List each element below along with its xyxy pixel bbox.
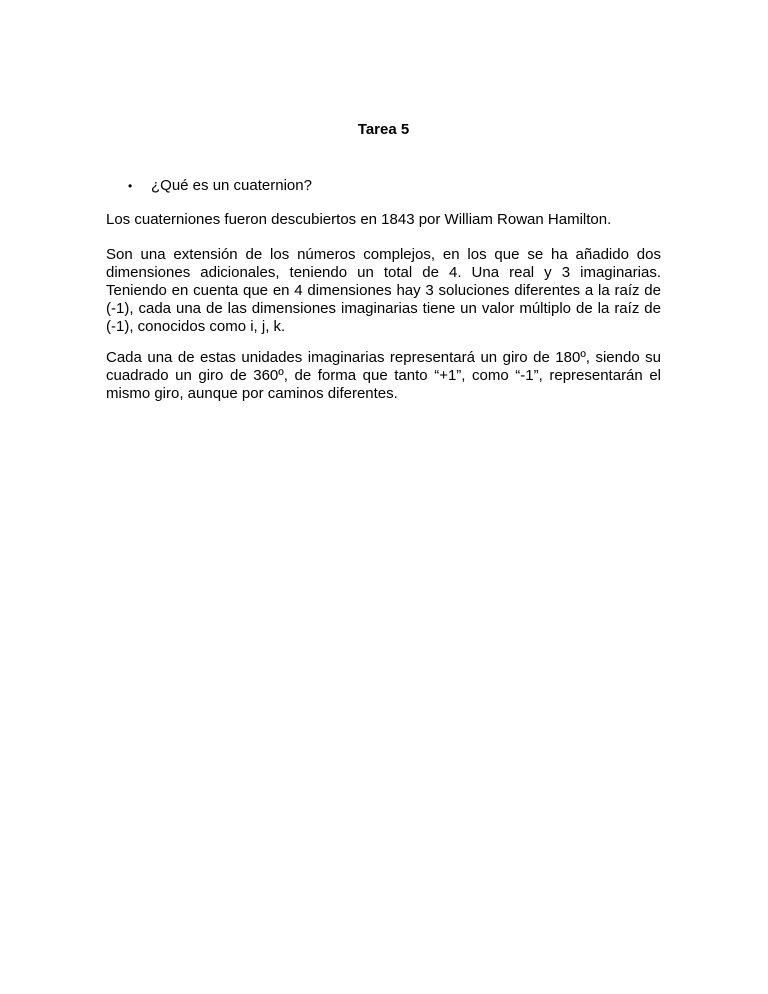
- paragraph-discovery: Los cuaterniones fueron descubiertos en 1843 por William Rowan Hamilton.: [106, 211, 612, 228]
- paragraph-extension: Son una extensión de los números complejos, en los que se ha añadido dos dimensiones adicionales, teniendo un total de 4. Una real y 3 imaginarias. Teniendo en cuenta que en 4 dimensiones hay 3 soluciones diferentes a la raíz de (-1), cada una de las dimensiones imaginarias tiene un valor múltiplo de la raíz de (-1), conocidos como i, j, k.: [106, 246, 661, 335]
- bullet-question: ¿Qué es un cuaternion?: [151, 177, 312, 194]
- document-title: Tarea 5: [357, 121, 410, 138]
- paragraph-rotation: Cada una de estas unidades imaginarias representará un giro de 180º, siendo su cuadrado un giro de 360º, de forma que tanto “+1”, como “-1”, representarán el mismo giro, aunque por caminos diferentes.: [106, 349, 661, 402]
- bullet-marker: •: [128, 179, 133, 193]
